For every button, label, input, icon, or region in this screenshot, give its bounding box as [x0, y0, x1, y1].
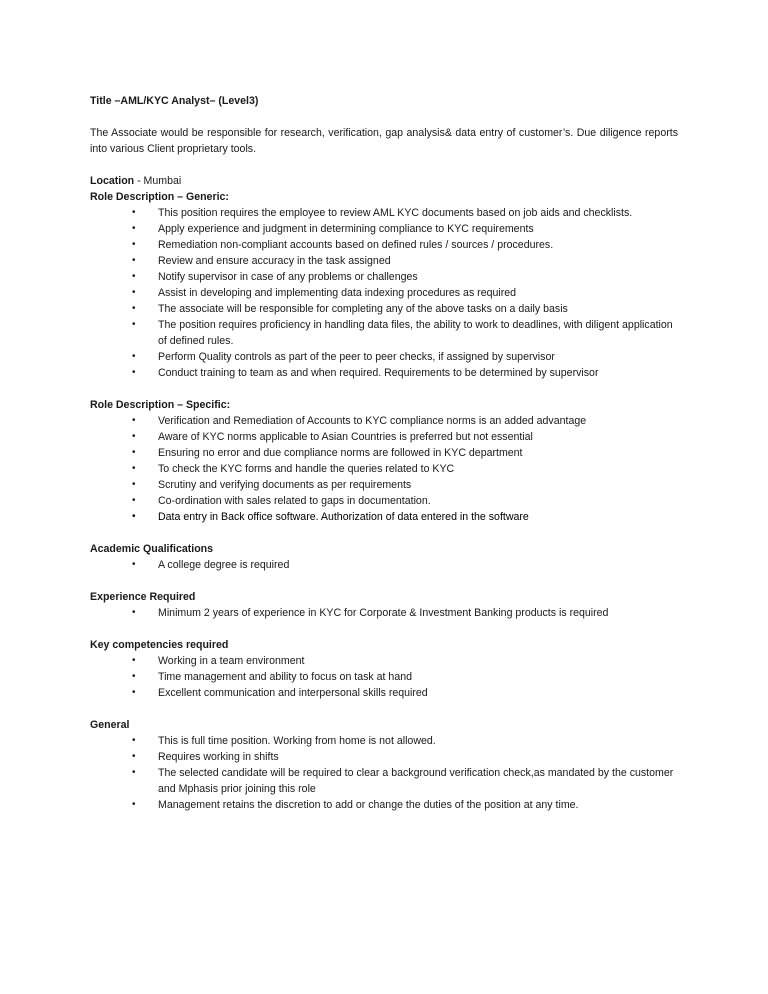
- bullet-icon: •: [132, 319, 136, 330]
- list-experience: [90, 605, 678, 621]
- bullet-icon: •: [132, 655, 136, 666]
- section-heading-general: General: [90, 719, 130, 731]
- bullet-icon: •: [132, 511, 136, 522]
- bullet-icon: •: [132, 255, 136, 266]
- list-item-text: A college degree is required: [158, 559, 290, 571]
- list-item-text: Co-ordination with sales related to gaps in documentation.: [158, 495, 431, 507]
- list-item: [90, 317, 678, 349]
- list-academic: [90, 557, 678, 573]
- bullet-icon: •: [132, 463, 136, 474]
- list-general: [90, 733, 678, 813]
- bullet-icon: •: [132, 303, 136, 314]
- list-item-text: Working in a team environment: [158, 655, 305, 667]
- bullet-icon: •: [132, 735, 136, 746]
- list-item: [90, 509, 678, 525]
- section-heading-competencies: Key competencies required: [90, 639, 229, 651]
- bullet-icon: •: [132, 799, 136, 810]
- list-item: [90, 205, 678, 221]
- list-item-text: Remediation non-compliant accounts based on defined rules / sources / procedures.: [158, 239, 554, 251]
- list-item: [90, 669, 678, 685]
- bullet-icon: •: [132, 367, 136, 378]
- bullet-icon: •: [132, 495, 136, 506]
- bullet-icon: •: [132, 287, 136, 298]
- list-item: [90, 477, 678, 493]
- list-item-text: Ensuring no error and due compliance norms are followed in KYC department: [158, 447, 523, 459]
- list-item-text: Conduct training to team as and when required. Requirements to be determined by supervisor: [158, 367, 599, 379]
- list-item: [90, 749, 678, 765]
- list-item-text: Excellent communication and interpersonal skills required: [158, 687, 428, 699]
- list-item: [90, 797, 678, 813]
- location-label: Location: [90, 175, 135, 187]
- section-heading-experience: Experience Required: [90, 591, 196, 603]
- list-item: [90, 557, 678, 573]
- list-item: [90, 237, 678, 253]
- list-item-text: The position requires proficiency in handling data files, the ability to work to deadlines, with diligent application of defined rules.: [158, 319, 673, 347]
- list-item: [90, 349, 678, 365]
- bullet-icon: •: [132, 479, 136, 490]
- bullet-icon: •: [132, 239, 136, 250]
- bullet-icon: •: [132, 607, 136, 618]
- bullet-icon: •: [132, 415, 136, 426]
- document-page: [90, 93, 678, 813]
- bullet-icon: •: [132, 431, 136, 442]
- list-item: [90, 445, 678, 461]
- list-role-specific: [90, 413, 678, 525]
- bullet-icon: •: [132, 207, 136, 218]
- list-role-generic: [90, 205, 678, 381]
- location-value: - Mumbai: [134, 175, 182, 187]
- list-item: [90, 733, 678, 749]
- list-item: [90, 653, 678, 669]
- list-item: [90, 413, 678, 429]
- list-item: [90, 285, 678, 301]
- bullet-icon: •: [132, 671, 136, 682]
- bullet-icon: •: [132, 687, 136, 698]
- list-item: [90, 253, 678, 269]
- list-item: [90, 429, 678, 445]
- intro-paragraph: The Associate would be responsible for research, verification, gap analysis& data entry of customer’s. Due diligence reports into various Client proprietary tools.: [90, 127, 678, 155]
- bullet-icon: •: [132, 271, 136, 282]
- list-item: [90, 461, 678, 477]
- bullet-icon: •: [132, 751, 136, 762]
- bullet-icon: •: [132, 351, 136, 362]
- section-heading-role-generic: Role Description – Generic:: [90, 191, 229, 203]
- bullet-icon: •: [132, 559, 136, 570]
- list-item-text: This is full time position. Working from home is not allowed.: [158, 735, 436, 747]
- list-item-text: Aware of KYC norms applicable to Asian Countries is preferred but not essential: [158, 431, 533, 443]
- list-item-text: The associate will be responsible for completing any of the above tasks on a daily basis: [158, 303, 568, 315]
- list-item-text: Minimum 2 years of experience in KYC for Corporate & Investment Banking products is required: [158, 607, 609, 619]
- list-item: [90, 605, 678, 621]
- list-item-text: Notify supervisor in case of any problems or challenges: [158, 271, 418, 283]
- list-item-text: Assist in developing and implementing data indexing procedures as required: [158, 287, 517, 299]
- section-heading-academic: Academic Qualifications: [90, 543, 214, 555]
- list-item-text: Data entry in Back office software. Authorization of data entered in the software: [158, 511, 529, 523]
- list-item-text: Apply experience and judgment in determining compliance to KYC requirements: [158, 223, 534, 235]
- list-item-text: Requires working in shifts: [158, 751, 279, 763]
- list-item-text: This position requires the employee to review AML KYC documents based on job aids and checklists.: [158, 207, 633, 219]
- list-item-text: Verification and Remediation of Accounts to KYC compliance norms is an added advantage: [158, 415, 587, 427]
- list-item-text: Time management and ability to focus on task at hand: [158, 671, 413, 683]
- list-item: [90, 301, 678, 317]
- list-item: [90, 765, 678, 797]
- list-competencies: [90, 653, 678, 701]
- list-item: [90, 493, 678, 509]
- list-item-text: To check the KYC forms and handle the queries related to KYC: [158, 463, 455, 475]
- bullet-icon: •: [132, 767, 136, 778]
- bullet-icon: •: [132, 223, 136, 234]
- list-item-text: Scrutiny and verifying documents as per requirements: [158, 479, 412, 491]
- list-item: [90, 221, 678, 237]
- list-item: [90, 365, 678, 381]
- list-item-text: The selected candidate will be required to clear a background verification check,as mandated by the customer and Mphasis prior joining this role: [158, 767, 674, 795]
- document-title: Title –AML/KYC Analyst– (Level3): [90, 95, 259, 107]
- list-item-text: Perform Quality controls as part of the peer to peer checks, if assigned by supervisor: [158, 351, 555, 363]
- section-heading-role-specific: Role Description – Specific:: [90, 399, 231, 411]
- location-line: [90, 173, 678, 189]
- list-item: [90, 685, 678, 701]
- list-item-text: Management retains the discretion to add or change the duties of the position at any time.: [158, 799, 579, 811]
- list-item: [90, 269, 678, 285]
- bullet-icon: •: [132, 447, 136, 458]
- list-item-text: Review and ensure accuracy in the task assigned: [158, 255, 391, 267]
